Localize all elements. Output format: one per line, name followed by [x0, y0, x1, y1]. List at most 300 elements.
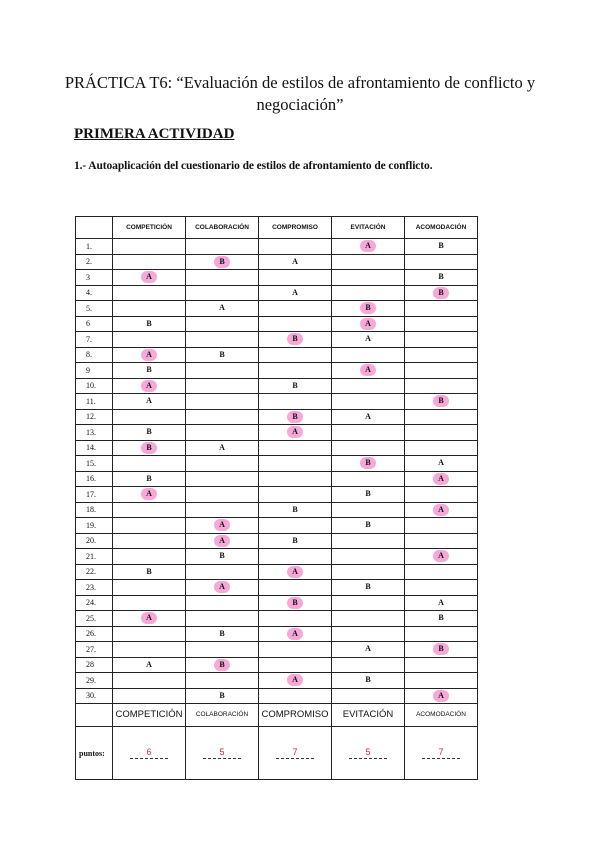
- answer-option: B: [292, 380, 298, 390]
- table-row: [76, 549, 478, 565]
- selected-answer: B: [433, 287, 449, 299]
- answer-cell: [332, 611, 405, 627]
- question-number: 21.: [76, 549, 113, 565]
- answer-option: B: [438, 613, 444, 623]
- answer-option: B: [219, 690, 225, 700]
- answer-cell: [186, 611, 259, 627]
- answer-cell: [332, 239, 405, 255]
- question-number: 7.: [76, 332, 113, 348]
- answer-cell: [113, 642, 186, 658]
- answer-cell: [332, 580, 405, 596]
- answer-cell: [332, 533, 405, 549]
- answer-cell: [405, 316, 478, 332]
- question-number: 30.: [76, 688, 113, 704]
- answer-cell: [113, 425, 186, 441]
- answer-cell: [186, 394, 259, 410]
- score-value: 5: [349, 747, 387, 759]
- answer-cell: [259, 425, 332, 441]
- answer-cell: [259, 378, 332, 394]
- answer-option: A: [146, 396, 152, 406]
- answer-cell: [113, 595, 186, 611]
- question-number: 8.: [76, 347, 113, 363]
- table-row: [76, 378, 478, 394]
- answer-cell: [113, 580, 186, 596]
- answer-cell: [186, 549, 259, 565]
- answer-cell: [186, 518, 259, 534]
- answer-option: A: [219, 442, 225, 452]
- answer-cell: [332, 487, 405, 503]
- answer-option: B: [219, 628, 225, 638]
- score-row: [76, 727, 478, 780]
- answer-cell: [186, 673, 259, 689]
- answer-cell: [332, 549, 405, 565]
- question-number: 11.: [76, 394, 113, 410]
- table-row: [76, 502, 478, 518]
- footer-label: COMPETICIÓN: [113, 704, 186, 727]
- question-number: 10.: [76, 378, 113, 394]
- answer-option: B: [219, 551, 225, 561]
- selected-answer: A: [141, 612, 157, 624]
- selected-answer: A: [433, 504, 449, 516]
- answer-cell: [113, 533, 186, 549]
- answer-cell: [405, 549, 478, 565]
- column-header: COMPETICIÓN: [113, 217, 186, 239]
- answer-cell: [186, 316, 259, 332]
- footer-label: COLABORACIÓN: [186, 704, 259, 727]
- answer-cell: [259, 285, 332, 301]
- answer-cell: [332, 456, 405, 472]
- answer-cell: [113, 254, 186, 270]
- answer-cell: [113, 332, 186, 348]
- score-cell: [186, 727, 259, 780]
- answer-cell: [186, 502, 259, 518]
- answer-cell: [186, 456, 259, 472]
- selected-answer: A: [214, 535, 230, 547]
- answer-option: A: [219, 303, 225, 313]
- question-number: 5.: [76, 301, 113, 317]
- selected-answer: B: [433, 643, 449, 655]
- question-number: 15.: [76, 456, 113, 472]
- answer-cell: [113, 456, 186, 472]
- answer-cell: [259, 657, 332, 673]
- answer-cell: [259, 332, 332, 348]
- answer-cell: [113, 347, 186, 363]
- answer-cell: [113, 688, 186, 704]
- answer-cell: [405, 580, 478, 596]
- answer-cell: [332, 673, 405, 689]
- table-row: [76, 285, 478, 301]
- answer-cell: [332, 332, 405, 348]
- table-row: [76, 657, 478, 673]
- table-row: [76, 316, 478, 332]
- answer-cell: [332, 394, 405, 410]
- question-number: 4.: [76, 285, 113, 301]
- column-header: EVITACIÓN: [332, 217, 405, 239]
- answer-cell: [186, 595, 259, 611]
- question-number: 27.: [76, 642, 113, 658]
- section-heading: PRIMERA ACTIVIDAD: [74, 126, 235, 142]
- answer-cell: [405, 564, 478, 580]
- selected-answer: B: [214, 659, 230, 671]
- answer-cell: [332, 316, 405, 332]
- answer-cell: [113, 239, 186, 255]
- score-cell: [405, 727, 478, 780]
- answer-option: B: [438, 241, 444, 251]
- answer-cell: [332, 301, 405, 317]
- selected-answer: A: [287, 628, 303, 640]
- answer-cell: [113, 378, 186, 394]
- answer-cell: [259, 642, 332, 658]
- answer-cell: [332, 642, 405, 658]
- answer-cell: [332, 270, 405, 286]
- answer-cell: [113, 518, 186, 534]
- score-cell: [259, 727, 332, 780]
- question-number: 9: [76, 363, 113, 379]
- answer-cell: [113, 673, 186, 689]
- answer-option: B: [438, 272, 444, 282]
- table-row: [76, 626, 478, 642]
- answer-cell: [259, 673, 332, 689]
- answer-option: B: [365, 675, 371, 685]
- selected-answer: B: [360, 457, 376, 469]
- question-number: 12.: [76, 409, 113, 425]
- selected-answer: A: [141, 488, 157, 500]
- table-row: [76, 270, 478, 286]
- selected-answer: B: [433, 395, 449, 407]
- answer-cell: [405, 409, 478, 425]
- selected-answer: B: [214, 256, 230, 268]
- answer-option: A: [365, 411, 371, 421]
- score-value: 5: [203, 747, 241, 759]
- answer-cell: [332, 363, 405, 379]
- answer-cell: [259, 564, 332, 580]
- table-row: [76, 580, 478, 596]
- answer-cell: [405, 518, 478, 534]
- answer-cell: [186, 580, 259, 596]
- answer-cell: [405, 456, 478, 472]
- table-row: [76, 394, 478, 410]
- answer-cell: [259, 549, 332, 565]
- table-row: [76, 673, 478, 689]
- answer-cell: [405, 533, 478, 549]
- answer-option: B: [292, 504, 298, 514]
- table-row: [76, 440, 478, 456]
- answer-cell: [405, 270, 478, 286]
- answer-cell: [113, 394, 186, 410]
- answer-cell: [186, 564, 259, 580]
- answer-cell: [186, 270, 259, 286]
- answer-cell: [259, 270, 332, 286]
- answer-cell: [186, 642, 259, 658]
- question-number: 3: [76, 270, 113, 286]
- selected-answer: A: [433, 473, 449, 485]
- question-number: 26.: [76, 626, 113, 642]
- answer-cell: [186, 332, 259, 348]
- table-row: [76, 471, 478, 487]
- selected-answer: A: [433, 690, 449, 702]
- answer-cell: [405, 440, 478, 456]
- answer-cell: [405, 487, 478, 503]
- answer-cell: [405, 673, 478, 689]
- score-cell: [332, 727, 405, 780]
- selected-answer: A: [287, 674, 303, 686]
- answer-option: A: [365, 644, 371, 654]
- table-row: [76, 533, 478, 549]
- selected-answer: A: [141, 349, 157, 361]
- answer-cell: [259, 688, 332, 704]
- answer-cell: [332, 409, 405, 425]
- answer-cell: [332, 254, 405, 270]
- question-number: 13.: [76, 425, 113, 441]
- answer-option: B: [365, 582, 371, 592]
- table-row: [76, 518, 478, 534]
- answer-cell: [332, 471, 405, 487]
- answer-option: B: [146, 365, 152, 375]
- answer-cell: [405, 595, 478, 611]
- answer-cell: [186, 378, 259, 394]
- header-row: [76, 217, 478, 239]
- table-row: [76, 642, 478, 658]
- question-number: 29.: [76, 673, 113, 689]
- answer-cell: [332, 626, 405, 642]
- answer-cell: [259, 347, 332, 363]
- answer-cell: [332, 518, 405, 534]
- question-number: 1.: [76, 239, 113, 255]
- table-row: [76, 409, 478, 425]
- answer-cell: [405, 239, 478, 255]
- answer-cell: [405, 301, 478, 317]
- answer-cell: [259, 471, 332, 487]
- answer-cell: [186, 440, 259, 456]
- table-row: [76, 688, 478, 704]
- answer-cell: [186, 347, 259, 363]
- answer-cell: [186, 487, 259, 503]
- answer-cell: [259, 487, 332, 503]
- answer-cell: [259, 611, 332, 627]
- table-row: [76, 347, 478, 363]
- footer-label: COMPROMISO: [259, 704, 332, 727]
- answer-cell: [332, 378, 405, 394]
- activity-subtitle: 1.- Autoaplicación del cuestionario de estilos de afrontamiento de conflicto.: [74, 160, 433, 172]
- question-number: 28: [76, 657, 113, 673]
- answer-cell: [113, 316, 186, 332]
- table-row: [76, 239, 478, 255]
- answer-cell: [405, 394, 478, 410]
- answer-cell: [259, 502, 332, 518]
- answer-cell: [186, 239, 259, 255]
- answer-cell: [113, 611, 186, 627]
- answer-cell: [186, 471, 259, 487]
- column-header: COMPROMISO: [259, 217, 332, 239]
- selected-answer: B: [287, 333, 303, 345]
- answer-cell: [405, 378, 478, 394]
- answer-cell: [259, 409, 332, 425]
- answer-cell: [405, 332, 478, 348]
- answer-cell: [113, 487, 186, 503]
- answer-cell: [332, 564, 405, 580]
- selected-answer: A: [141, 271, 157, 283]
- corner-cell: [76, 217, 113, 239]
- answer-cell: [186, 285, 259, 301]
- answer-cell: [113, 502, 186, 518]
- answer-cell: [186, 425, 259, 441]
- question-number: 24.: [76, 595, 113, 611]
- answer-option: B: [146, 427, 152, 437]
- answer-cell: [405, 626, 478, 642]
- answer-cell: [113, 409, 186, 425]
- answer-option: A: [365, 334, 371, 344]
- question-number: 22.: [76, 564, 113, 580]
- answer-cell: [332, 285, 405, 301]
- footer-row: [76, 704, 478, 727]
- selected-answer: A: [287, 566, 303, 578]
- answer-cell: [405, 642, 478, 658]
- answer-cell: [332, 425, 405, 441]
- answer-option: A: [438, 597, 444, 607]
- table-row: [76, 595, 478, 611]
- answer-cell: [259, 239, 332, 255]
- question-number: 23.: [76, 580, 113, 596]
- answer-cell: [332, 595, 405, 611]
- table-row: [76, 487, 478, 503]
- table-row: [76, 564, 478, 580]
- score-cell: [113, 727, 186, 780]
- answer-cell: [259, 595, 332, 611]
- selected-answer: A: [287, 426, 303, 438]
- answer-cell: [259, 316, 332, 332]
- answer-cell: [259, 533, 332, 549]
- answer-option: B: [146, 318, 152, 328]
- answer-option: B: [146, 566, 152, 576]
- question-number: 25.: [76, 611, 113, 627]
- answer-option: B: [219, 349, 225, 359]
- answer-cell: [186, 254, 259, 270]
- answer-cell: [405, 688, 478, 704]
- answer-option: A: [438, 458, 444, 468]
- selected-answer: A: [360, 318, 376, 330]
- answer-option: B: [365, 489, 371, 499]
- answer-cell: [113, 549, 186, 565]
- answer-cell: [113, 626, 186, 642]
- conflict-styles-table: [75, 216, 478, 780]
- answer-cell: [405, 657, 478, 673]
- table-row: [76, 425, 478, 441]
- answer-cell: [332, 440, 405, 456]
- answer-cell: [186, 626, 259, 642]
- answer-cell: [186, 533, 259, 549]
- column-header: ACOMODACIÓN: [405, 217, 478, 239]
- answer-cell: [113, 471, 186, 487]
- answer-option: A: [292, 256, 298, 266]
- answer-option: B: [365, 520, 371, 530]
- answer-cell: [259, 440, 332, 456]
- selected-answer: A: [214, 519, 230, 531]
- answer-cell: [332, 502, 405, 518]
- footer-label: EVITACIÓN: [332, 704, 405, 727]
- selected-answer: A: [360, 240, 376, 252]
- answer-cell: [332, 347, 405, 363]
- answer-cell: [186, 657, 259, 673]
- score-label: puntos:: [76, 727, 113, 780]
- answer-cell: [405, 471, 478, 487]
- answer-cell: [259, 456, 332, 472]
- answer-option: A: [292, 287, 298, 297]
- answer-cell: [113, 301, 186, 317]
- answer-cell: [259, 254, 332, 270]
- selected-answer: B: [141, 442, 157, 454]
- table-row: [76, 254, 478, 270]
- answer-cell: [113, 270, 186, 286]
- answer-cell: [405, 502, 478, 518]
- answer-cell: [259, 363, 332, 379]
- question-number: 20.: [76, 533, 113, 549]
- score-value: 6: [130, 747, 168, 759]
- answer-cell: [186, 409, 259, 425]
- selected-answer: A: [360, 364, 376, 376]
- answer-cell: [186, 688, 259, 704]
- answer-cell: [259, 301, 332, 317]
- question-number: 18.: [76, 502, 113, 518]
- table-row: [76, 611, 478, 627]
- answer-option: A: [146, 659, 152, 669]
- answer-cell: [113, 285, 186, 301]
- answer-cell: [113, 363, 186, 379]
- answer-cell: [113, 657, 186, 673]
- score-value: 7: [276, 747, 314, 759]
- answer-cell: [186, 363, 259, 379]
- answer-option: B: [146, 473, 152, 483]
- selected-answer: B: [360, 302, 376, 314]
- answer-cell: [405, 254, 478, 270]
- answer-cell: [332, 657, 405, 673]
- selected-answer: A: [433, 550, 449, 562]
- answer-cell: [405, 425, 478, 441]
- answer-cell: [259, 626, 332, 642]
- table-row: [76, 332, 478, 348]
- selected-answer: A: [214, 581, 230, 593]
- footer-corner: [76, 704, 113, 727]
- answer-cell: [259, 394, 332, 410]
- question-number: 16.: [76, 471, 113, 487]
- column-header: COLABORACIÓN: [186, 217, 259, 239]
- footer-label: ACOMODACIÓN: [405, 704, 478, 727]
- question-number: 2.: [76, 254, 113, 270]
- answer-cell: [405, 611, 478, 627]
- answer-cell: [113, 564, 186, 580]
- selected-answer: B: [287, 411, 303, 423]
- table-row: [76, 301, 478, 317]
- score-value: 7: [422, 747, 460, 759]
- answer-cell: [405, 347, 478, 363]
- answer-cell: [186, 301, 259, 317]
- selected-answer: B: [287, 597, 303, 609]
- page-title: PRÁCTICA T6: “Evaluación de estilos de afrontamiento de conflicto y negociación”: [64, 73, 536, 114]
- question-number: 19.: [76, 518, 113, 534]
- question-number: 17.: [76, 487, 113, 503]
- answer-cell: [259, 518, 332, 534]
- question-number: 6: [76, 316, 113, 332]
- answer-option: B: [292, 535, 298, 545]
- table-row: [76, 363, 478, 379]
- question-number: 14.: [76, 440, 113, 456]
- answer-cell: [405, 363, 478, 379]
- answer-cell: [332, 688, 405, 704]
- answer-cell: [259, 580, 332, 596]
- selected-answer: A: [141, 380, 157, 392]
- answer-cell: [113, 440, 186, 456]
- answer-cell: [405, 285, 478, 301]
- table-row: [76, 456, 478, 472]
